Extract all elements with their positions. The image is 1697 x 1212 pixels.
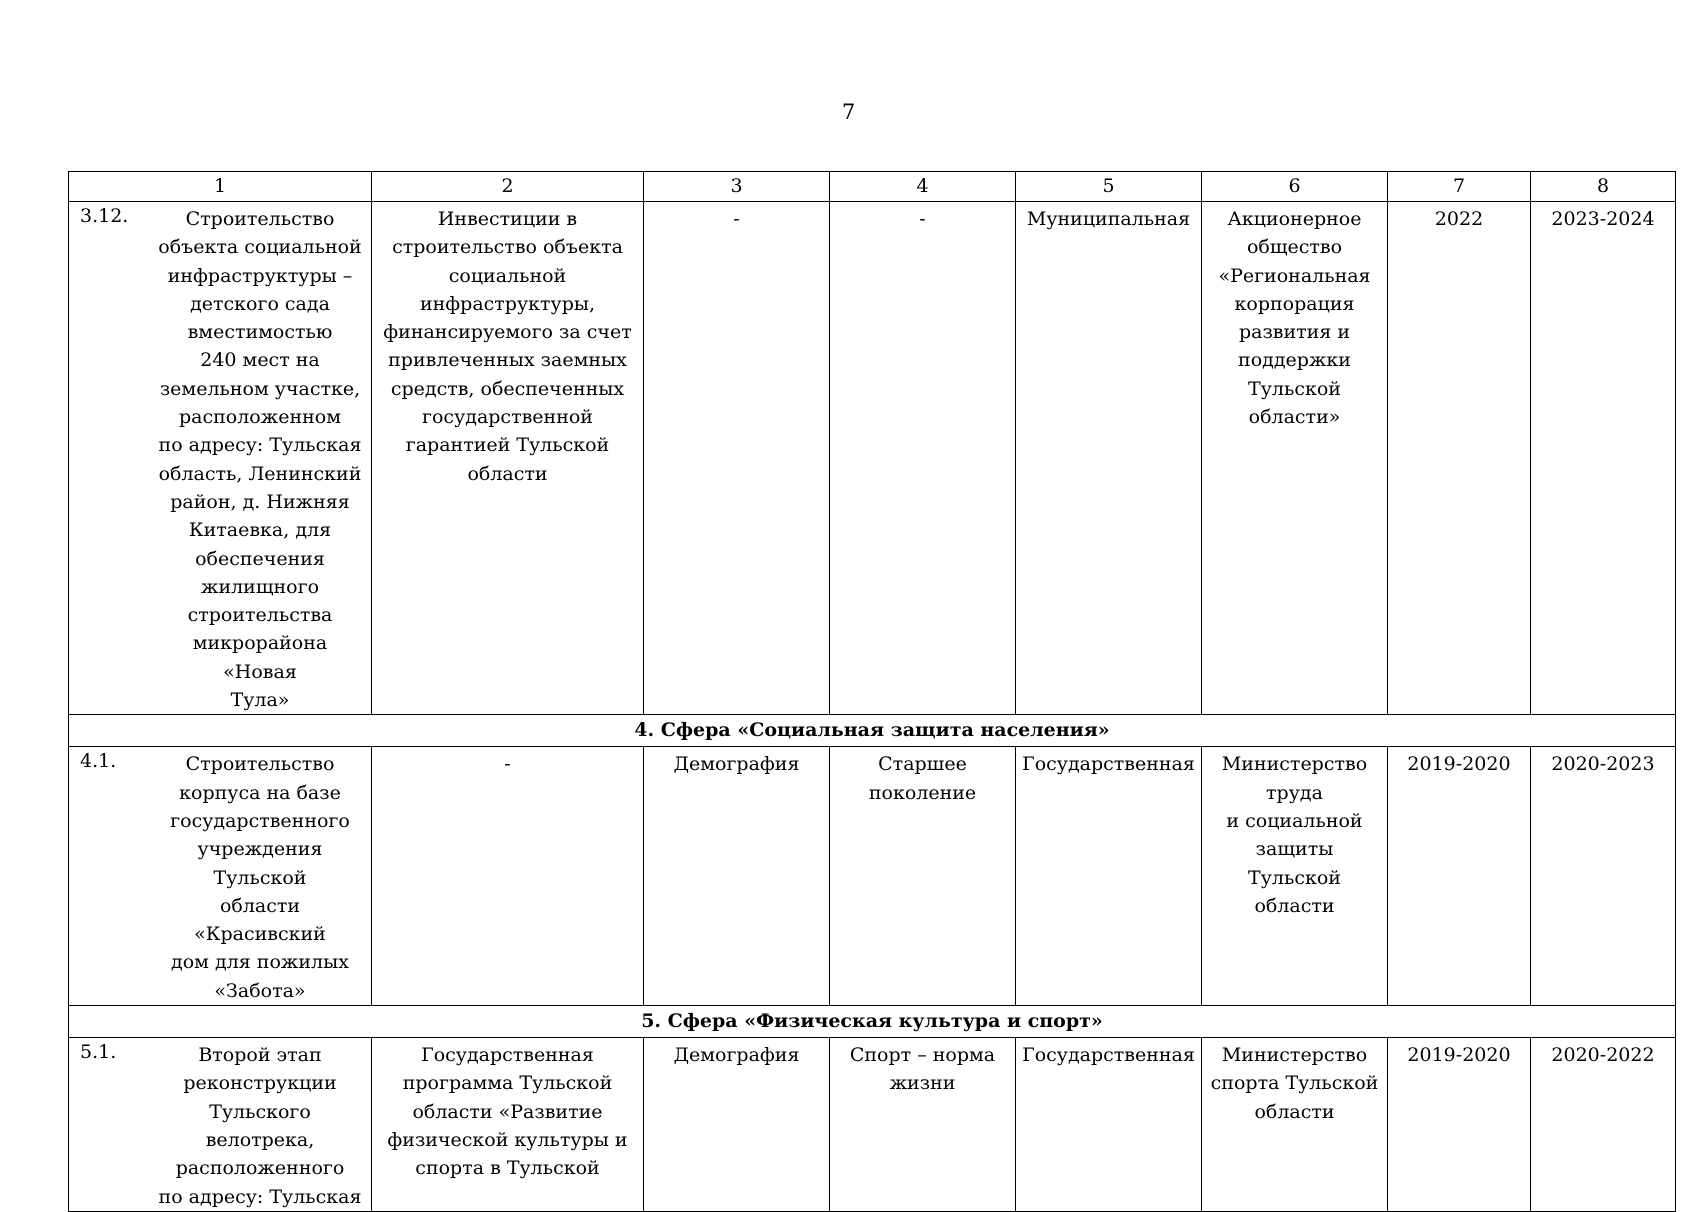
object-name: Второй этап реконструкции Тульского велотрека, расположенного по адресу: Тульская bbox=[158, 1044, 362, 1208]
responsible-cell: Министерство труда и социальной защиты Тульской области bbox=[1202, 747, 1388, 1006]
table-row bbox=[69, 747, 1676, 1006]
section-row bbox=[69, 715, 1676, 747]
column-header: 8 bbox=[1531, 172, 1676, 202]
federal-project-cell: Старшее поколение bbox=[830, 747, 1016, 1006]
column-header: 7 bbox=[1388, 172, 1531, 202]
column-header: 5 bbox=[1016, 172, 1202, 202]
federal-project-cell: Спорт – норма жизни bbox=[830, 1038, 1016, 1212]
construction-period-cell: 2023-2024 bbox=[1531, 202, 1676, 715]
page-number: 7 bbox=[841, 100, 856, 124]
objects-table bbox=[68, 171, 1676, 1212]
column-header: 2 bbox=[372, 172, 644, 202]
row-number: 3.12. bbox=[80, 205, 129, 227]
section-title: 5. Сфера «Физическая культура и спорт» bbox=[69, 1006, 1676, 1038]
design-period-cell: 2022 bbox=[1388, 202, 1531, 715]
national-project-cell: Демография bbox=[644, 747, 830, 1006]
object-name: Строительство объекта социальной инфраструктуры – детского сада вместимостью 240 мест на земельном участке, расположенном по адресу: Тульская область, Ленинский район, д. Нижняя Китаевка, для обеспечения жилищного строительства микрорайона «Новая Тула» bbox=[158, 208, 362, 712]
column-header: 6 bbox=[1202, 172, 1388, 202]
object-name: Строительство корпуса на базе государственного учреждения Тульской области «Красивский дом для пожилых «Забота» bbox=[170, 753, 350, 1002]
table-row bbox=[69, 1038, 1676, 1212]
column-header: 3 bbox=[644, 172, 830, 202]
basis-cell: - bbox=[372, 747, 644, 1006]
construction-period-cell: 2020-2022 bbox=[1531, 1038, 1676, 1212]
row-number: 5.1. bbox=[80, 1041, 117, 1064]
federal-project-cell: - bbox=[830, 202, 1016, 715]
responsible-cell: Министерство спорта Тульской области bbox=[1202, 1038, 1388, 1212]
column-header: 1 bbox=[69, 172, 372, 202]
design-period-cell: 2019-2020 bbox=[1388, 747, 1531, 1006]
column-header: 4 bbox=[830, 172, 1016, 202]
row-number: 4.1. bbox=[80, 750, 117, 773]
national-project-cell: - bbox=[644, 202, 830, 715]
object-cell bbox=[69, 202, 372, 715]
section-row bbox=[69, 1006, 1676, 1038]
basis-cell: Инвестиции в строительство объекта социальной инфраструктуры, финансируемого за счет привлеченных заемных средств, обеспеченных государственной гарантией Тульской области bbox=[372, 202, 644, 715]
section-title: 4. Сфера «Социальная защита населения» bbox=[69, 715, 1676, 747]
construction-period-cell: 2020-2023 bbox=[1531, 747, 1676, 1006]
national-project-cell: Демография bbox=[644, 1038, 830, 1212]
ownership-cell: Муниципальная bbox=[1016, 202, 1202, 715]
basis-cell: Государственная программа Тульской области «Развитие физической культуры и спорта в Тульской bbox=[372, 1038, 644, 1212]
responsible-cell: Акционерное общество «Региональная корпорация развития и поддержки Тульской области» bbox=[1202, 202, 1388, 715]
table-row bbox=[69, 202, 1676, 715]
object-cell bbox=[69, 1038, 372, 1212]
column-number-header-row bbox=[69, 172, 1676, 202]
ownership-cell: Государственная bbox=[1016, 747, 1202, 1006]
design-period-cell: 2019-2020 bbox=[1388, 1038, 1531, 1212]
object-cell bbox=[69, 747, 372, 1006]
ownership-cell: Государственная bbox=[1016, 1038, 1202, 1212]
